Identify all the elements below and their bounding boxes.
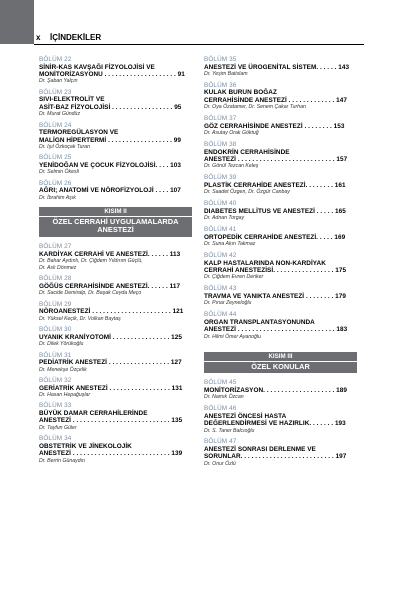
chapter-title[interactable]: PEDİATRİK ANESTEZİ . . . . . . . . . . . . . . . . . 127: [39, 359, 182, 367]
toc-entry[interactable]: [204, 311, 357, 340]
chapter-title[interactable]: GÖĞÜS CERRAHİSİNDE ANESTEZİ. . . . . . 117: [39, 282, 181, 290]
chapter-number: BÖLÜM 41: [204, 226, 237, 234]
toc-entry[interactable]: [204, 82, 357, 111]
chapter-author: Dr. Berrin Günaydın: [39, 457, 85, 464]
toc-entry[interactable]: [39, 180, 192, 202]
chapter-number: BÖLÜM 34: [39, 435, 72, 443]
toc-entry[interactable]: [39, 243, 192, 272]
chapter-author: Dr. Suna Akın Takmaz: [204, 241, 256, 248]
toc-entry[interactable]: [204, 405, 357, 434]
chapter-title[interactable]: MONİTORİZASYONU . . . . . . . . . . . . . . . . . . . . 91: [39, 71, 185, 78]
part-header: [39, 207, 192, 237]
toc-entry[interactable]: [39, 301, 192, 323]
chapter-title[interactable]: ASİT-BAZ FİZYOLOJİSİ . . . . . . . . . . . . . . . . . 95: [39, 103, 182, 111]
chapter-number: BÖLÜM 24: [39, 121, 72, 129]
chapter-number: BÖLÜM 31: [39, 351, 72, 359]
chapter-author: Dr. Yeşim Batislam: [204, 71, 248, 77]
chapter-number: BÖLÜM 46: [204, 405, 237, 413]
toc-entry[interactable]: [204, 56, 357, 78]
toc-entry[interactable]: [39, 154, 192, 176]
chapter-number: BÖLÜM 47: [204, 438, 237, 446]
chapter-number: BÖLÜM 39: [204, 174, 237, 182]
chapter-title[interactable]: DEĞERLENDİRMESİ VE HAZIRLIK. . . . . . . 193: [204, 420, 346, 428]
part-title-line: ÖZEL CERRAHİ UYGULAMALARDA: [52, 216, 179, 226]
toc-entry[interactable]: [204, 438, 357, 467]
chapter-number: BÖLÜM 29: [39, 300, 72, 308]
chapter-title[interactable]: ORGAN TRANSPLANTASYONUNDA: [204, 318, 315, 326]
toc-entry[interactable]: [39, 89, 192, 118]
chapter-author: Dr. Bahar Aydınlı, Dr. Çiğdem Yıldırım Güçlü,: [39, 257, 143, 264]
chapter-number: BÖLÜM 42: [204, 252, 237, 260]
part-title: [204, 361, 357, 374]
toc-entry[interactable]: [204, 174, 357, 196]
toc-entry[interactable]: [204, 379, 357, 401]
part-header: [204, 352, 357, 374]
chapter-title[interactable]: GERİATRİK ANESTEZİ . . . . . . . . . . . . . . . . . 131: [39, 384, 183, 392]
chapter-author: Dr. Murat Gündüz: [39, 111, 81, 118]
chapter-number: BÖLÜM 45: [204, 379, 237, 387]
header-divider: [34, 44, 364, 45]
chapter-number: BÖLÜM 26: [39, 179, 72, 187]
toc-entry[interactable]: [204, 141, 357, 170]
chapter-title[interactable]: KALP HASTALARINDA NON-KARDİYAK: [204, 259, 326, 267]
chapter-title[interactable]: ENDOKRİN CERRAHİSİNDE: [204, 148, 290, 156]
chapter-title[interactable]: PLASTİK CERRAHİDE ANESTEZİ. . . . . . . . 161: [204, 181, 346, 189]
chapter-title[interactable]: ANESTEZİ . . . . . . . . . . . . . . . . . . . . . . . . . . . 157: [204, 156, 348, 164]
chapter-number: BÖLÜM 30: [39, 326, 72, 334]
part-title-line: ANESTEZİ: [97, 225, 134, 235]
chapter-author: Dr. Dilek Yörükoğlu: [39, 341, 84, 348]
toc-entry[interactable]: [39, 275, 192, 297]
toc-entry[interactable]: [204, 252, 357, 281]
chapter-title[interactable]: ANESTEZİ . . . . . . . . . . . . . . . . . . . . . . . . . . . 135: [39, 417, 183, 425]
chapter-author: Dr. Pınar Zeyneloğlu: [204, 300, 252, 307]
page-corner-tab: [0, 0, 34, 44]
chapter-title[interactable]: GÖZ CERRAHİSİNDE ANESTEZİ . . . . . . . . 153: [204, 122, 345, 130]
chapter-number: BÖLÜM 35: [204, 56, 237, 63]
chapter-author: Dr. Asutay Orak Göktuğ: [204, 130, 259, 137]
toc-entry[interactable]: [204, 226, 357, 248]
chapter-number: BÖLÜM 40: [204, 200, 237, 208]
chapter-author: Dr. Gönül Tezcan Keleş: [204, 163, 259, 170]
chapter-title[interactable]: ANESTEZİ . . . . . . . . . . . . . . . . . . . . . . . . . . . 183: [204, 326, 348, 334]
chapter-title[interactable]: UYANIK KRANİYOTOMİ . . . . . . . . . . . . . . . . 125: [39, 333, 182, 341]
chapter-author: Dr. Işıl Özkoçak Turan: [39, 144, 91, 150]
chapter-author: Dr. Oya Özatamer, Dr. Senem Çakar Turhan: [204, 104, 306, 111]
part-label: KISIM III: [204, 352, 357, 361]
toc-right-column: [204, 56, 357, 472]
chapter-title[interactable]: TRAVMA VE YANIKTA ANESTEZİ . . . . . . . . 179: [204, 292, 346, 300]
chapter-author: Dr. Aslı Dönmez: [39, 264, 77, 271]
page-number: x: [36, 33, 41, 42]
chapter-number: BÖLÜM 44: [204, 311, 237, 319]
toc-entry[interactable]: [39, 56, 192, 85]
chapter-number: BÖLÜM 38: [204, 141, 237, 149]
chapter-number: BÖLÜM 33: [39, 402, 72, 410]
chapter-title[interactable]: CERRAHİSİNDE ANESTEZİ . . . . . . . . . . . . . 147: [204, 96, 347, 104]
part-title: [39, 216, 192, 237]
chapter-title[interactable]: ANESTEZİ ÖNCESİ HASTA: [204, 412, 287, 420]
chapter-author: Dr. Adnan Torgay: [204, 215, 245, 222]
toc-entry[interactable]: [39, 352, 192, 374]
chapter-title[interactable]: NÖROANESTEZİ . . . . . . . . . . . . . . . . . . . . . . 121: [39, 308, 184, 316]
chapter-author: Dr. Namık Özcan: [204, 394, 244, 401]
toc-entry[interactable]: [39, 435, 192, 464]
chapter-title[interactable]: TERMOREGÜLASYON VE: [39, 129, 119, 137]
chapter-title[interactable]: ORTOPEDİK CERRAHİDE ANESTEZİ. . . . . 169: [204, 233, 346, 241]
chapter-author: Dr. S. Taner Balcıoğlu: [204, 427, 255, 434]
chapter-title[interactable]: MONİTORİZASYON. . . . . . . . . . . . . . . . . . . . 189: [204, 386, 347, 394]
chapter-author: Dr. Tayfun Güler: [39, 424, 77, 431]
toc-left-column: [39, 56, 192, 468]
chapter-title[interactable]: SORUNLAR. . . . . . . . . . . . . . . . . . . . . . . . . . 197: [204, 453, 347, 461]
chapter-title[interactable]: SIVI-ELEKTROLİT VE: [39, 96, 105, 104]
chapter-number: BÖLÜM 32: [39, 376, 72, 384]
chapter-number: BÖLÜM 37: [204, 115, 237, 123]
chapter-author: Dr. Menekşe Özçelik: [39, 366, 87, 373]
chapter-title[interactable]: KULAK BURUN BOĞAZ: [204, 89, 277, 97]
chapter-author: Dr. Sacide Demiralp, Dr. Başak Ceyda Meço: [39, 290, 142, 297]
chapter-title[interactable]: AĞRI; ANATOMİ VE NÖROFİZYOLOJİ . . . . 107: [39, 187, 181, 195]
chapter-author: Dr. Hasan Hepağuşlar: [39, 391, 91, 398]
chapter-author: Dr. Çiğdem Evren Deriker: [204, 274, 264, 281]
toc-entry[interactable]: [204, 200, 357, 222]
page-title: İÇİNDEKİLER: [50, 33, 102, 42]
chapter-author: Dr. İbrahim Aşık: [39, 194, 76, 201]
chapter-number: BÖLÜM 25: [39, 154, 72, 162]
chapter-title[interactable]: SİNİR-KAS KAVŞAĞI FİZYOLOJİSİ VE: [39, 63, 155, 71]
chapter-title[interactable]: KARDİYAK CERRAHİ VE ANESTEZİ. . . . . . 113: [39, 250, 181, 258]
chapter-number: BÖLÜM 27: [39, 242, 72, 250]
toc-entry[interactable]: [39, 377, 192, 399]
chapter-title[interactable]: DIABETES MELLİTUS VE ANESTEZİ . . . . . 165: [204, 207, 346, 215]
chapter-title[interactable]: ANESTEZİ SONRASI DERLENME VE: [204, 446, 316, 454]
chapter-title[interactable]: MALİGN HİPERTERMİ . . . . . . . . . . . . . . . . . . 99: [39, 136, 181, 144]
chapter-title[interactable]: OBSTETRİK VE JİNEKOLOJİK: [39, 442, 132, 450]
chapter-title[interactable]: ANESTEZİ VE ÜROGENİTAL SİSTEM. . . . . . 143: [204, 63, 350, 71]
chapter-author: Dr. Yüksel Keçik, Dr. Volkan Baytaş: [39, 315, 121, 322]
chapter-number: BÖLÜM 43: [204, 285, 237, 293]
chapter-author: Dr. Saadet Özgen, Dr. Özgür Canbay: [204, 189, 290, 196]
toc-entry[interactable]: [204, 115, 357, 137]
chapter-number: BÖLÜM 23: [39, 88, 72, 96]
toc-entry[interactable]: [204, 285, 357, 307]
chapter-title[interactable]: YENİDOĞAN VE ÇOCUK FİZYOLOJİSİ. . . . 103: [39, 161, 181, 169]
chapter-author: Dr. Hilmi Ömer Ayanoğlu: [204, 333, 261, 340]
chapter-title[interactable]: CERRAHİ ANESTEZİSİ. . . . . . . . . . . . . . . . . 175: [204, 267, 347, 275]
part-label: KISIM II: [39, 207, 192, 216]
toc-entry[interactable]: [39, 122, 192, 151]
chapter-number: BÖLÜM 36: [204, 81, 237, 89]
chapter-author: Dr. Şaban Yalçın: [39, 78, 78, 85]
chapter-title[interactable]: ANESTEZİ . . . . . . . . . . . . . . . . . . . . . . . . . . . 139: [39, 450, 183, 458]
chapter-author: Dr. Selmin Ökesli: [39, 169, 79, 176]
chapter-number: BÖLÜM 28: [39, 275, 72, 283]
chapter-title[interactable]: BÜYÜK DAMAR CERRAHİLERİNDE: [39, 409, 148, 417]
toc-entry[interactable]: [39, 326, 192, 348]
part-title-line: ÖZEL KONULAR: [251, 361, 310, 371]
chapter-author: Dr. Onur Özlü: [204, 460, 236, 467]
toc-entry[interactable]: [39, 402, 192, 431]
chapter-number: BÖLÜM 22: [39, 56, 72, 63]
